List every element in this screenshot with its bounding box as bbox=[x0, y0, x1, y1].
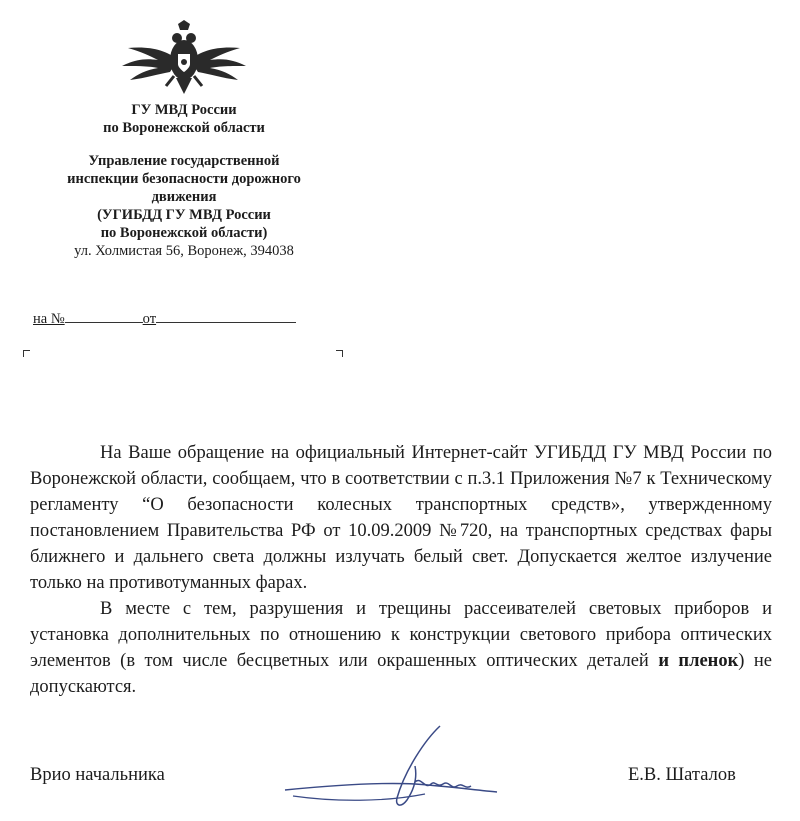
department-block bbox=[40, 152, 328, 260]
reference-line bbox=[33, 308, 296, 328]
organization-name bbox=[40, 101, 328, 137]
signatory-position: Врио начальника bbox=[30, 765, 165, 785]
reference-number-label: на № bbox=[33, 311, 65, 327]
org-line: по Воронежской области bbox=[103, 120, 265, 136]
paragraph bbox=[30, 596, 772, 700]
handwritten-signature bbox=[265, 720, 505, 816]
address: ул. Холмистая 56, Воронеж, 394038 bbox=[74, 243, 294, 259]
dept-line: Управление государственной bbox=[88, 153, 280, 169]
reference-date-label: от bbox=[142, 311, 157, 327]
signatory-name: Е.В. Шаталов bbox=[628, 765, 736, 785]
paragraph-text: В месте с тем, разрушения и трещины рассеивателей световых приборов и установка дополнительных по отношению к конструкции светового прибора оптических элементов (в том числе бесцветных или окрашенных оптических деталей bbox=[30, 599, 772, 671]
mvd-emblem-icon bbox=[116, 20, 252, 102]
dept-line: движения bbox=[151, 189, 217, 205]
dept-line: (УГИБДД ГУ МВД России bbox=[97, 207, 271, 223]
letter-body bbox=[30, 440, 772, 700]
addressee-corner-right bbox=[336, 350, 343, 357]
dept-line: по Воронежской области) bbox=[100, 225, 268, 241]
dept-line: инспекции безопасности дорожного bbox=[67, 171, 301, 187]
org-line: ГУ МВД России bbox=[131, 102, 237, 118]
paragraph: На Ваше обращение на официальный Интернет-сайт УГИБДД ГУ МВД России по Воронежской области, сообщаем, что в соответствии с п.3.1 Приложения №7 к Техническому регламенту “О безопасности колесных транспортных средств», утвержденному постановлением Правительства РФ от 10.09.2009 №720, на транспортных средствах фары ближнего и дальнего света должны излучать белый свет. Допускается желтое излучение только на противотуманных фарах. bbox=[30, 443, 772, 593]
paragraph-bold-text: и пленок bbox=[658, 651, 739, 671]
reference-date-blank bbox=[156, 308, 296, 323]
reference-number-blank bbox=[65, 308, 143, 323]
paragraph-text: ) не допускаются. bbox=[30, 651, 773, 697]
addressee-corner-left bbox=[23, 350, 30, 357]
